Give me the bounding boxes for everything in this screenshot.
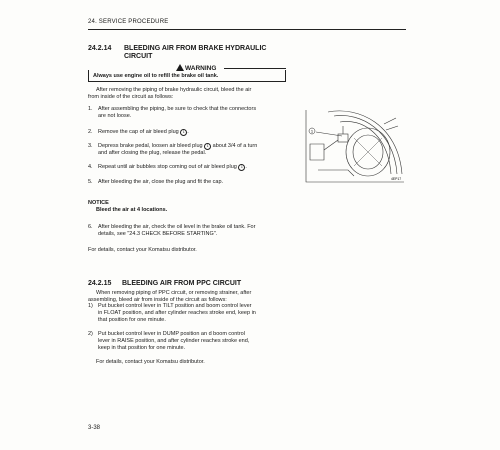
step-6 [88,224,310,238]
ppc-contact-note: For details, contact your Komatsu distributor. [96,359,205,365]
step-text-part: . [245,164,247,170]
step-text [98,143,298,150]
pipe-fitting [310,144,324,160]
step-text: After assembling the piping, be sure to check that the connectors [98,106,257,112]
header-rule [88,29,406,30]
step-text: After bleeding the air, close the plug and fit the cap. [98,179,224,185]
figure-code: 4EP17 [391,177,402,181]
warning-rule [224,68,286,69]
notice-text: Bleed the air at 4 locations. [96,207,168,213]
intro-line1: After removing the piping of brake hydraulic circuit, bleed the air [96,87,252,93]
ppc-intro-line1: When removing piping of PPC circuit, or removing strainer, after [96,290,252,296]
step-2 [88,129,296,136]
step-text: Put bucket control lever in DUMP position an d boom control [98,331,245,337]
intro-line2: from inside of the circuit as follows: [88,94,174,100]
step-text: that position for one minute. [98,317,166,323]
step-text-part: Repeat until air bubbles stop coming out of air bleed plug [98,164,239,170]
section-title-brake [88,45,408,61]
ppc-intro-line2: assembling, bleed air from inside of the circuit as follows: [88,297,227,303]
step-number: 1. [88,106,93,112]
step-text-part: about 3/4 of a turn [211,143,258,149]
step-1 [88,106,296,120]
running-header: 24. SERVICE PROCEDURE [88,19,169,25]
step-text: Put bucket control lever in TILT position and boom control lever [98,303,252,309]
bleed-plug [338,134,348,142]
step-text-part: Remove the cap of air bleed plug [98,129,181,135]
step-text: lever in RAISE position, and after cylinder reaches stroke end, [98,338,250,344]
step-text: keep in that position for one minute. [98,345,186,351]
step-number: 6. [88,224,93,230]
step-3 [88,143,298,157]
step-text-part: Depress brake pedal, loosen air bleed plug [98,143,205,149]
warning-label: WARNING [185,65,217,72]
step-5 [88,179,296,186]
plug-callout-icon: 1 [238,164,245,171]
ppc-intro-paragraph [88,290,336,304]
step-number: 5. [88,179,93,185]
step-number: 2. [88,129,93,135]
step-text: are not loose. [98,113,132,119]
plug-callout-icon: 1 [180,129,187,136]
intro-paragraph [88,87,296,101]
ppc-step-2 [88,331,318,352]
contact-note: For details, contact your Komatsu distributor. [88,247,197,253]
section-number: 24.2.15 [88,280,112,287]
step-text: and after closing the plug, release the pedal. [98,150,207,156]
section-number: 24.2.14 [88,45,112,52]
warning-box: Always use engine oil to refill the brake oil tank. [88,70,286,82]
section-title-ppc [88,280,241,287]
notice-heading: NOTICE [88,200,109,206]
step-number: 1) [88,303,93,309]
brake-plug-illustration [298,104,410,188]
step-number: 2) [88,331,93,337]
step-text [98,164,296,171]
section-title-line2: CIRCUIT [124,53,153,60]
figure-callout: 1 [310,128,314,134]
step-text: in FLOAT position, and after cylinder reaches stroke end, keep in [98,310,256,316]
plug-callout-icon: 1 [204,143,211,150]
step-text: details, see "24.3 CHECK BEFORE STARTING". [98,231,218,237]
step-text: After bleeding the air, check the oil level in the brake oil tank. For [98,224,256,230]
ppc-step-1 [88,303,318,324]
section-title-line1: BLEEDING AIR FROM BRAKE HYDRAULIC [124,45,267,52]
step-text-part: . [187,129,189,135]
step-number: 3. [88,143,93,149]
page-number: 3-38 [88,425,101,431]
step-4 [88,164,296,171]
step-number: 4. [88,164,93,170]
step-text [98,129,296,136]
section-title-text: BLEEDING AIR FROM PPC CIRCUIT [122,280,242,287]
